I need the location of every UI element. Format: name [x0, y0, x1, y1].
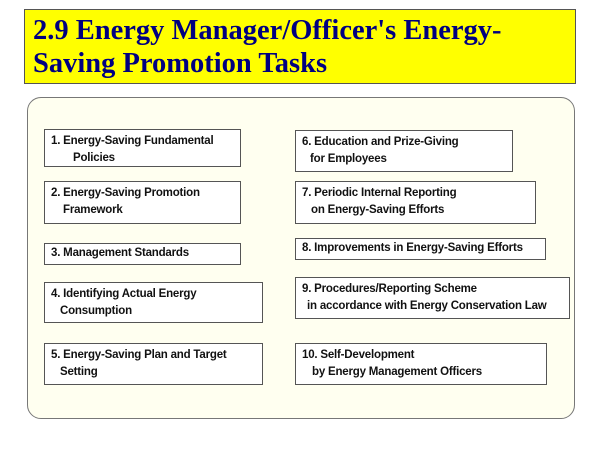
task-8-line1: 8. Improvements in Energy-Saving Efforts — [302, 242, 523, 254]
task-9-line1: 9. Procedures/Reporting Scheme — [302, 283, 477, 295]
task-8-box — [295, 238, 546, 260]
task-7-box — [295, 181, 536, 224]
task-6-box — [295, 130, 513, 172]
task-2-box — [44, 181, 241, 224]
task-9-line2: in accordance with Energy Conservation Law — [307, 300, 547, 312]
task-7-line1: 7. Periodic Internal Reporting — [302, 187, 457, 199]
task-10-line1: 10. Self-Development — [302, 349, 415, 361]
task-1-box — [44, 129, 241, 167]
task-1-line2: Policies — [73, 152, 115, 164]
task-10-box — [295, 343, 547, 385]
task-6-line1: 6. Education and Prize-Giving — [302, 136, 459, 148]
task-3-line1: 3. Management Standards — [51, 247, 189, 259]
task-5-line1: 5. Energy-Saving Plan and Target — [51, 349, 227, 361]
title-line-1: 2.9 Energy Manager/Officer's Energy- — [33, 15, 502, 46]
task-1-line1: 1. Energy-Saving Fundamental — [51, 135, 214, 147]
title-line-2: Saving Promotion Tasks — [33, 48, 328, 79]
task-4-box — [44, 282, 263, 323]
title-banner — [24, 9, 576, 84]
task-5-line2: Setting — [60, 366, 98, 378]
task-10-line2: by Energy Management Officers — [312, 366, 482, 378]
task-9-box — [295, 277, 570, 319]
task-3-box — [44, 243, 241, 265]
task-4-line1: 4. Identifying Actual Energy — [51, 288, 197, 300]
task-5-box — [44, 343, 263, 385]
task-2-line2: Framework — [63, 204, 123, 216]
task-2-line1: 2. Energy-Saving Promotion — [51, 187, 200, 199]
task-6-line2: for Employees — [310, 153, 387, 165]
task-7-line2: on Energy-Saving Efforts — [311, 204, 445, 216]
task-4-line2: Consumption — [60, 305, 132, 317]
